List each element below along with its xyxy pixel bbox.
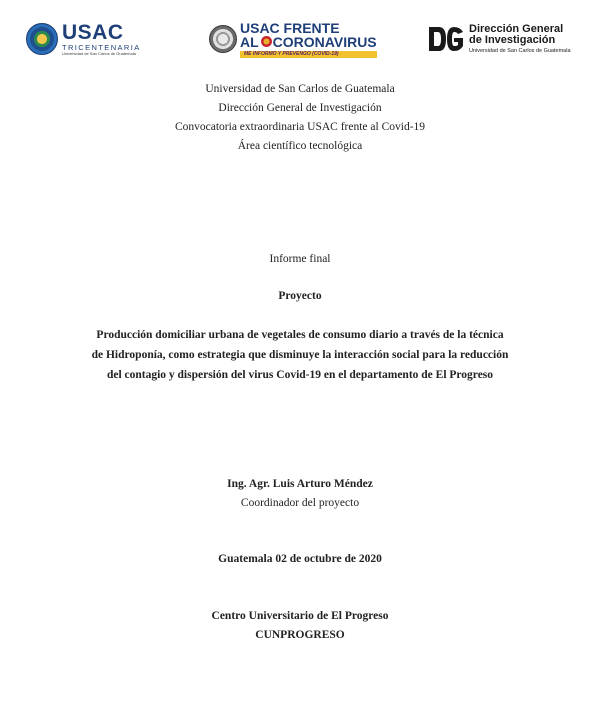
usac-covid-logo [209, 18, 377, 60]
area-name: Área científico tecnológica [237, 140, 363, 152]
university-seal-icon [209, 25, 237, 53]
dg-monogram-icon [427, 24, 465, 54]
covid-logo-line2-prefix: AL [240, 33, 259, 50]
usac-logo-caption: Universidad de San Carlos de Guatemala [62, 51, 136, 57]
usac-logo-subtitle: TRICENTENARIA [62, 42, 141, 52]
university-name: Universidad de San Carlos de Guatemala [205, 83, 395, 95]
logo-header [0, 18, 600, 60]
project-label [0, 287, 600, 306]
report-date: Guatemala 02 de octubre de 2020 [218, 553, 382, 565]
university-seal-icon [26, 23, 58, 55]
project-label-text: Proyecto [278, 290, 322, 302]
coordinator-block [0, 475, 600, 513]
call-name: Convocatoria extraordinaria USAC frente al Covid-19 [174, 121, 426, 133]
virus-icon [261, 36, 272, 47]
institution-block [0, 80, 600, 156]
center-acronym: CUNPROGRESO [255, 629, 345, 641]
dg-logo-line1: Dirección General [469, 22, 564, 35]
covid-logo-line2-suffix: CORONAVIRUS [272, 33, 377, 50]
usac-logo-word: USAC [62, 20, 124, 44]
project-title-line: de Hidroponía, como estrategia que disminuye la interacción social para la reducción [91, 349, 509, 361]
covid-logo-line1: USAC FRENTE [240, 19, 340, 36]
covid-logo-banner: ME INFORMO Y PREVENGO (COVID-19) [240, 51, 377, 58]
report-type [0, 250, 600, 269]
directorate-name: Dirección General de Investigación [218, 102, 382, 114]
dg-logo [427, 18, 571, 60]
date-block [0, 550, 600, 569]
report-type-text: Informe final [269, 253, 331, 265]
project-title-line: Producción domiciliar urbana de vegetales de consumo diario a través de la técnica [96, 329, 504, 341]
project-title-line: del contagio y dispersión del virus Covid-19 en el departamento de El Progreso [106, 369, 494, 381]
dg-logo-line2: de Investigación [469, 34, 556, 47]
coordinator-name: Ing. Agr. Luis Arturo Méndez [227, 478, 373, 490]
project-title [0, 325, 600, 385]
center-name: Centro Universitario de El Progreso [211, 610, 389, 622]
dg-logo-caption: Universidad de San Carlos de Guatemala [469, 47, 571, 54]
usac-logo [26, 18, 141, 60]
center-block [0, 607, 600, 645]
coordinator-role: Coordinador del proyecto [240, 497, 360, 509]
